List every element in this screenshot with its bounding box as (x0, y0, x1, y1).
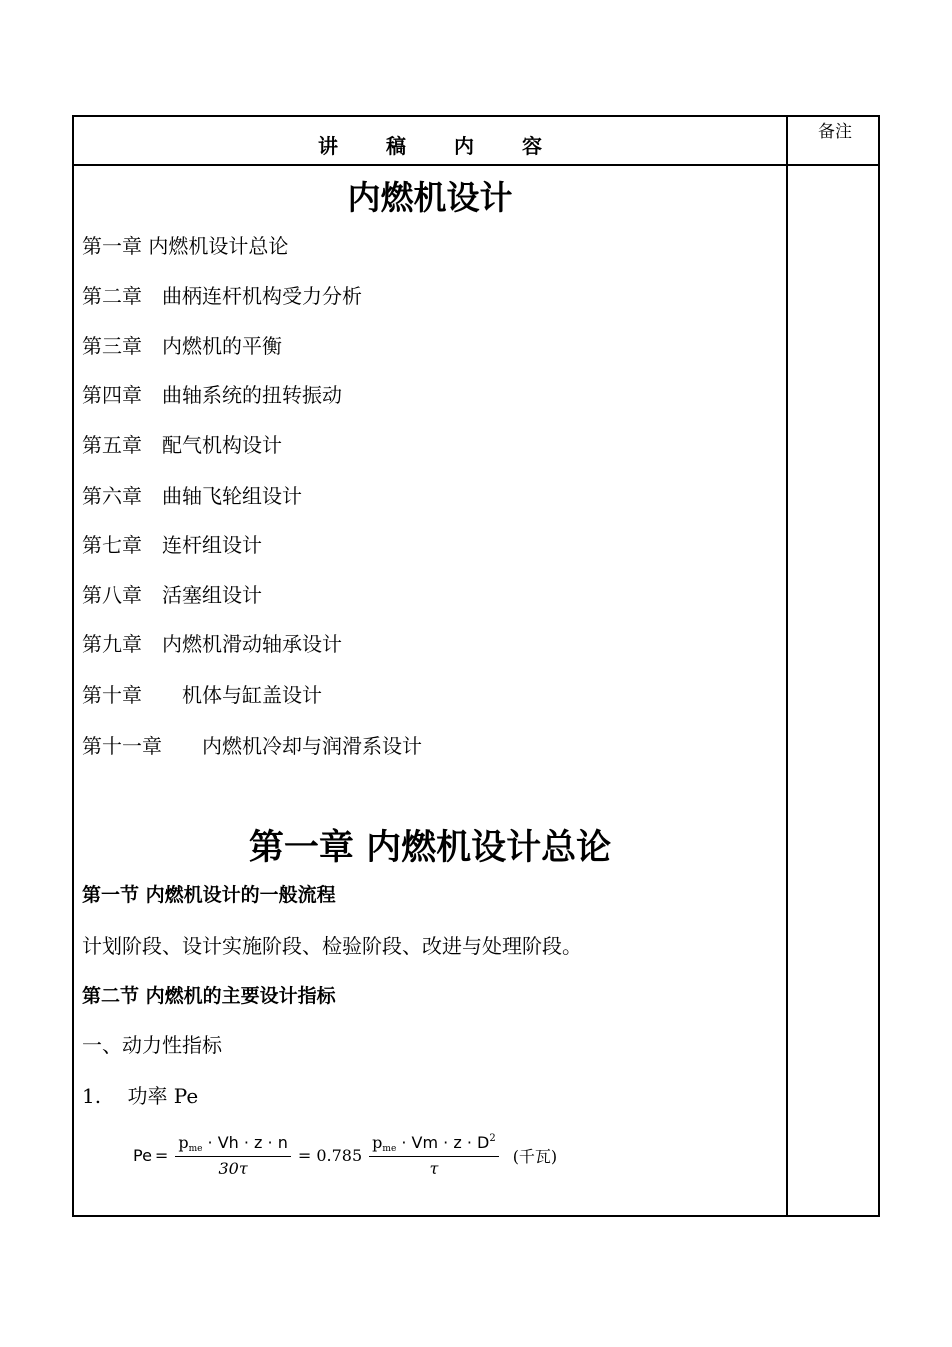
toc-item: 第十章 机体与缸盖设计 (82, 683, 322, 707)
toc-item: 第二章 曲柄连杆机构受力分析 (82, 284, 362, 308)
table-right-border (878, 115, 880, 1217)
power-formula (133, 1130, 557, 1180)
main-title: 内燃机设计 (347, 178, 513, 217)
section-heading: 第一节 内燃机设计的一般流程 (82, 884, 336, 906)
toc-item: 第五章 配气机构设计 (82, 433, 282, 457)
toc-item: 第三章 内燃机的平衡 (82, 334, 282, 358)
toc-item: 第十一章 内燃机冷却与润滑系设计 (82, 734, 422, 758)
toc-item: 第七章 连杆组设计 (82, 533, 262, 557)
formula-coefficient: = 0.785 (297, 1145, 363, 1165)
notes-column-header: 备注 (818, 122, 852, 142)
table-top-border (72, 115, 880, 117)
section-body: 计划阶段、设计实施阶段、检验阶段、改进与处理阶段。 (82, 934, 582, 958)
list-item: 1. 功率 Pe (82, 1084, 199, 1108)
formula-unit: (千瓦) (512, 1146, 558, 1166)
toc-item: 第六章 曲轴飞轮组设计 (82, 484, 302, 508)
toc-item: 第一章 内燃机设计总论 (82, 234, 289, 258)
table-column-divider (786, 115, 788, 1217)
section-heading: 第二节 内燃机的主要设计指标 (82, 985, 336, 1007)
formula-equals: = (154, 1145, 169, 1165)
formula-fraction-1: $\frac{p_{me} \cdot Vh \cdot z \cdot n}{30\tau}$ (175, 1133, 291, 1178)
content-column-header: 讲 稿 内 容 (318, 134, 542, 158)
formula-lhs: Pe (133, 1145, 152, 1165)
chapter-title: 第一章 内燃机设计总论 (248, 828, 612, 868)
table-left-border (72, 115, 74, 1217)
table-header-divider (72, 164, 880, 166)
toc-item: 第四章 曲轴系统的扭转振动 (82, 383, 342, 407)
toc-item: 第八章 活塞组设计 (82, 583, 262, 607)
formula-fraction-2: $\frac{p_{me} \cdot Vm \cdot z \cdot D^2}{\tau}$ (369, 1133, 499, 1178)
sub-heading: 一、动力性指标 (82, 1033, 222, 1057)
table-bottom-border (72, 1215, 880, 1217)
toc-item: 第九章 内燃机滑动轴承设计 (82, 632, 342, 656)
